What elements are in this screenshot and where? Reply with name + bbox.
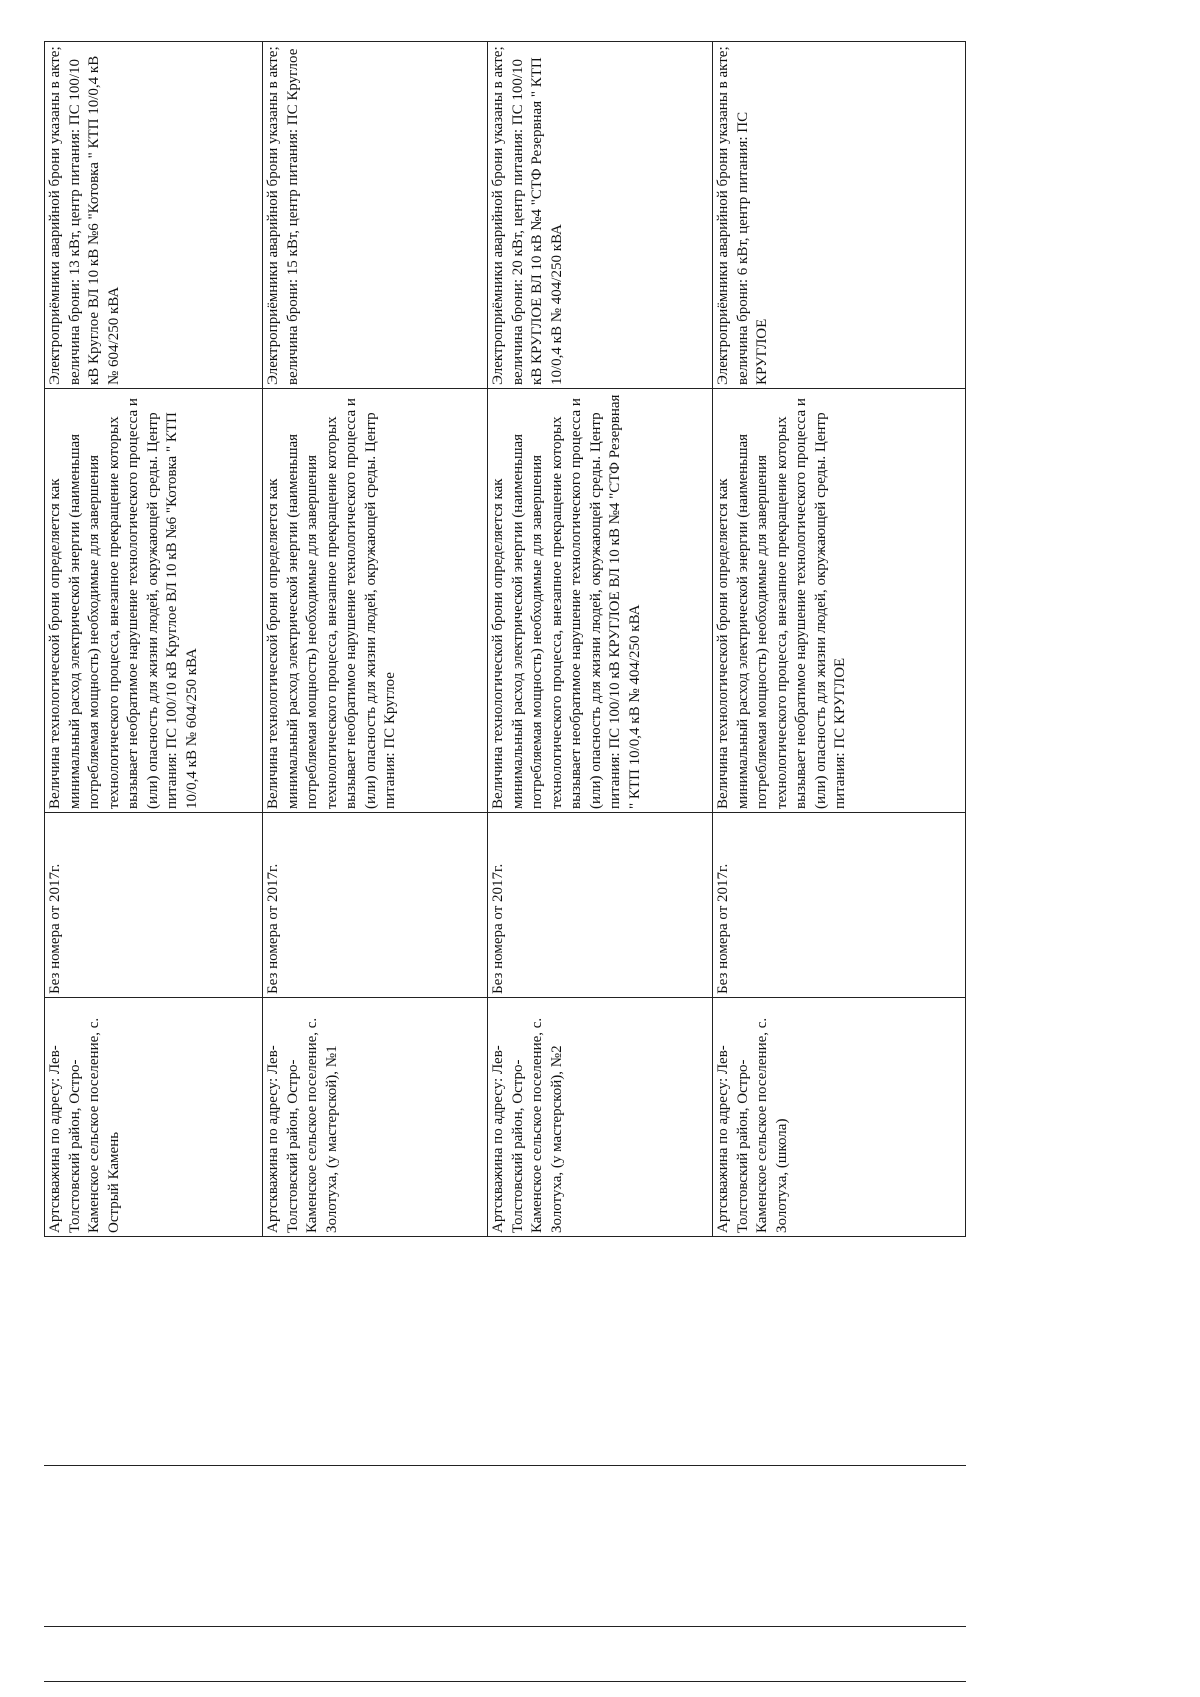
act-cell: Без номера от 2017г. xyxy=(713,813,966,998)
tech-reserve-cell: Величина технологической брони определяется как минимальный расход электрической энергии (наименьшая потребляемая мощность) необходимые для завершения технологического процесса, внезапное прекращение которых вызывает необратимое нарушение технологического процесса и (или) опасность для жизни людей, окружающей среды. Центр питания: ПС Круглое xyxy=(263,389,488,813)
act-cell: Без номера от 2017г. xyxy=(488,813,713,998)
object-cell: Артскважина по адресу: Лев-Толстовский район, Остро-Каменское сельское поселение, с. Золотуха, (у мастерской), №2 xyxy=(488,998,713,1237)
table-row xyxy=(45,42,263,1237)
rotated-table-wrapper xyxy=(44,42,965,1237)
act-cell: Без номера от 2017г. xyxy=(263,813,488,998)
object-cell: Артскважина по адресу: Лев-Толстовский район, Остро-Каменское сельское поселение, с. Золотуха, (у мастерской), №1 xyxy=(263,998,488,1237)
act-cell: Без номера от 2017г. xyxy=(45,813,263,998)
horizontal-rule xyxy=(44,1465,966,1466)
emergency-reserve-cell: Электроприёмники аварийной брони указаны в акте; величина брони: 15 кВт, центр питания: ПС Круглое xyxy=(263,42,488,389)
table-row xyxy=(713,42,966,1237)
tech-reserve-cell: Величина технологической брони определяется как минимальный расход электрической энергии (наименьшая потребляемая мощность) необходимые для завершения технологического процесса, внезапное прекращение которых вызывает необратимое нарушение технологического процесса и (или) опасность для жизни людей, окружающей среды. Центр питания: ПС КРУГЛОЕ xyxy=(713,389,966,813)
emergency-reserve-cell: Электроприёмники аварийной брони указаны в акте; величина брони: 6 кВт, центр питания: ПС КРУГЛОЕ xyxy=(713,42,966,389)
emergency-reserve-cell: Электроприёмники аварийной брони указаны в акте; величина брони: 13 кВт, центр питания: ПС 100/10 кВ Круглое ВЛ 10 кВ №6 "Котовка " КТП 10/0,4 кВ № 604/250 кВА xyxy=(45,42,263,389)
table-row xyxy=(263,42,488,1237)
emergency-reserve-cell: Электроприёмники аварийной брони указаны в акте; величина брони: 20 кВт, центр питания: ПС 100/10 кВ КРУГЛОЕ ВЛ 10 кВ №4 "СТФ Резервная " КТП 10/0,4 кВ № 404/250 кВА xyxy=(488,42,713,389)
power-reserve-table xyxy=(44,41,966,1237)
object-cell: Артскважина по адресу: Лев-Толстовский район, Остро-Каменское сельское поселение, с. Острый Камень xyxy=(45,998,263,1237)
tech-reserve-cell: Величина технологической брони определяется как минимальный расход электрической энергии (наименьшая потребляемая мощность) необходимые для завершения технологического процесса, внезапное прекращение которых вызывает необратимое нарушение технологического процесса и (или) опасность для жизни людей, окружающей среды. Центр питания: ПС 100/10 кВ Круглое ВЛ 10 кВ №6 "Котовка " КТП 10/0,4 кВ № 604/250 кВА xyxy=(45,389,263,813)
tech-reserve-cell: Величина технологической брони определяется как минимальный расход электрической энергии (наименьшая потребляемая мощность) необходимые для завершения технологического процесса, внезапное прекращение которых вызывает необратимое нарушение технологического процесса и (или) опасность для жизни людей, окружающей среды. Центр питания: ПС 100/10 кВ КРУГЛОЕ ВЛ 10 кВ №4 "СТФ Резервная " КТП 10/0,4 кВ № 404/250 кВА xyxy=(488,389,713,813)
object-cell: Артскважина по адресу: Лев-Толстовский район, Остро-Каменское сельское поселение, с. Золотуха, (школа) xyxy=(713,998,966,1237)
horizontal-rule xyxy=(44,1681,966,1682)
horizontal-rule xyxy=(44,1626,966,1627)
table-row xyxy=(488,42,713,1237)
